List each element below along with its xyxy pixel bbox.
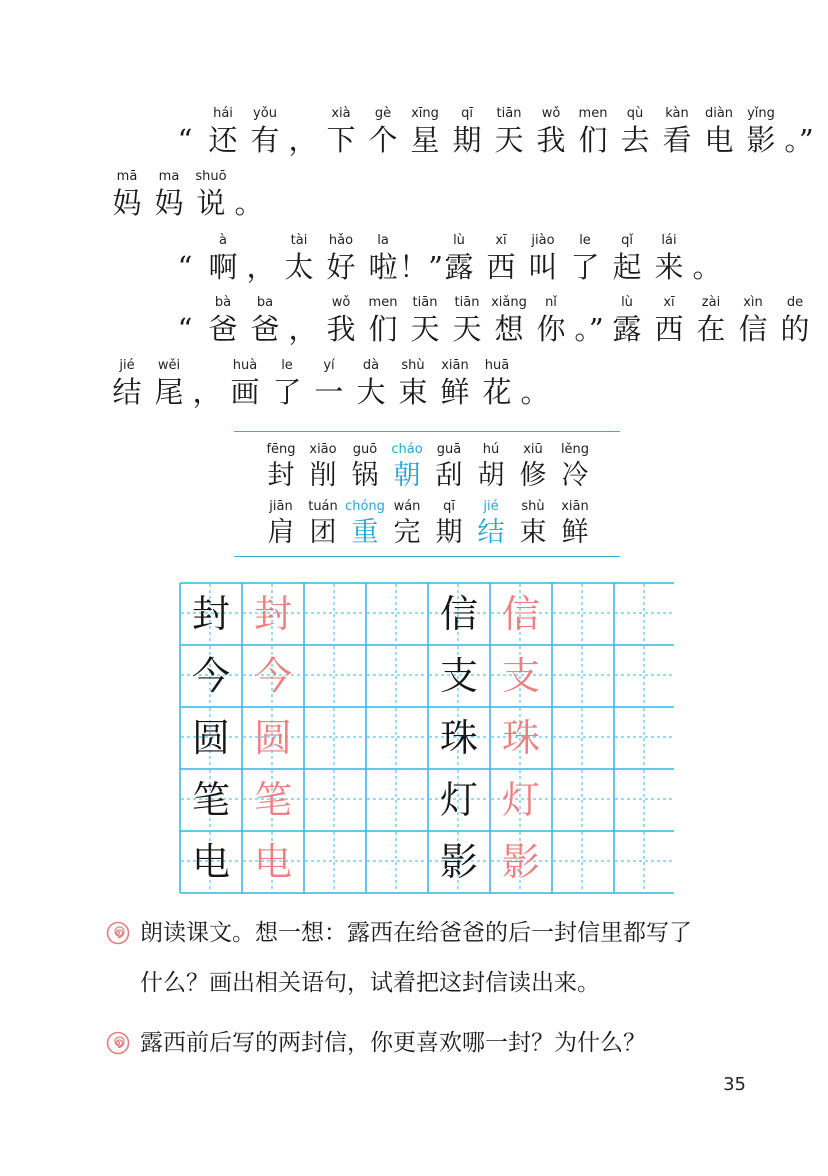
tracing-character-cell [490,583,552,645]
pinyin: lù [453,233,465,248]
tracing-character: 圆 [253,716,292,760]
hanzi-with-pinyin [656,105,698,158]
passage-line [168,105,816,158]
hanzi-with-pinyin [512,441,554,494]
hanzi: 的 [780,312,810,346]
hanzi: 胡 [477,460,505,491]
model-character-cell [180,645,242,707]
hanzi: ！” [399,250,443,284]
hanzi: 好 [326,250,356,284]
model-character: 影 [439,840,478,884]
pinyin: huā [484,358,510,373]
model-character-cell [428,769,490,831]
hanzi-with-pinyin [244,105,286,158]
hanzi-with-pinyin [350,357,392,410]
hanzi: 结 [477,517,505,548]
hanzi-with-pinyin [554,498,596,551]
pinyin: lù [621,295,633,310]
hanzi-with-pinyin [438,232,480,285]
tracing-character-cell [242,769,304,831]
hanzi: 束 [519,517,547,548]
hanzi: “ [177,250,193,284]
model-character-cell [428,707,490,769]
hanzi: ， [246,250,276,284]
model-character-cell [180,707,242,769]
hanzi-with-pinyin [690,294,732,347]
pinyin: hú [482,442,500,457]
vocab-row [260,441,596,494]
pinyin: wěi [157,358,181,373]
hanzi: “ [177,123,193,157]
hanzi: 锅 [351,460,379,491]
hanzi: 露 [444,250,474,284]
tracing-character: 封 [253,592,292,636]
hanzi-with-pinyin [488,105,530,158]
passage-line [168,294,816,347]
hanzi: 封 [267,460,295,491]
hanzi: 期 [435,517,463,548]
hanzi-with-pinyin [344,441,386,494]
hanzi: ， [192,375,222,409]
tracing-character: 信 [501,592,540,636]
hanzi-with-pinyin [606,232,648,285]
pinyin: nǐ [545,295,557,310]
hanzi: 去 [620,123,650,157]
pinyin: qù [626,106,644,121]
page-number: 35 [723,1074,746,1095]
hanzi-with-pinyin [698,105,740,158]
hanzi: 鲜 [561,517,589,548]
hanzi-with-pinyin [648,294,690,347]
hanzi-with-pinyin [614,105,656,158]
pinyin: tuán [308,499,338,514]
hanzi: 你 [536,312,566,346]
vocabulary-box [234,431,620,557]
model-character: 圆 [191,716,230,760]
hanzi: 。 [520,375,550,409]
hanzi-with-pinyin [446,105,488,158]
hanzi: 西 [486,250,516,284]
hanzi: 我 [536,123,566,157]
punctuation [690,232,724,285]
hanzi-with-pinyin [148,357,190,410]
punctuation [572,294,606,347]
hanzi: 影 [746,123,776,157]
pinyin: le [281,358,293,373]
spiral-circle-icon [106,1031,130,1055]
hanzi: 在 [696,312,726,346]
hanzi-with-pinyin [202,294,244,347]
punctuation [168,105,202,158]
tracing-character: 电 [253,840,292,884]
hanzi: 削 [309,460,337,491]
hanzi-with-pinyin [428,441,470,494]
question-text: 什么？画出相关语句，试着把这封信读出来。 [140,970,600,996]
model-character-cell [428,645,490,707]
pinyin: xiāo [309,442,337,457]
punctuation [286,105,320,158]
punctuation [190,357,224,410]
hanzi-with-pinyin [302,498,344,551]
tracing-character: 今 [253,654,292,698]
hanzi-with-pinyin [480,232,522,285]
pinyin: ba [256,295,274,310]
tracing-character: 笔 [253,778,292,822]
hanzi: 画 [230,375,260,409]
question-text: 露西前后写的两封信，你更喜欢哪一封？为什么？ [140,1030,646,1056]
pinyin: huà [232,358,258,373]
hanzi-with-pinyin [434,357,476,410]
pinyin: ma [158,169,180,184]
pinyin: mā [116,169,138,184]
hanzi: 尾 [154,375,184,409]
pinyin: xī [495,233,507,248]
hanzi-with-pinyin [278,232,320,285]
model-character-cell [180,831,242,893]
hanzi: 冷 [561,460,589,491]
hanzi-with-pinyin [244,294,286,347]
punctuation [286,294,320,347]
hanzi-with-pinyin [470,498,512,551]
hanzi: 了 [570,250,600,284]
hanzi-with-pinyin [606,294,648,347]
pinyin: fēng [266,442,296,457]
pinyin: tiān [454,295,480,310]
pinyin: men [368,295,398,310]
pinyin: le [579,233,591,248]
hanzi-with-pinyin [446,294,488,347]
hanzi-with-pinyin [564,232,606,285]
spiral-circle-icon [106,921,130,945]
hanzi: 天 [452,312,482,346]
hanzi-with-pinyin [732,294,774,347]
tracing-character-cell [490,769,552,831]
pinyin: wǒ [541,106,561,121]
pinyin: xiū [523,442,543,457]
tracing-character: 珠 [501,716,540,760]
hanzi: 电 [704,123,734,157]
hanzi: 还 [208,123,238,157]
hanzi-with-pinyin [404,294,446,347]
pinyin: dà [362,358,380,373]
hanzi: 修 [519,460,547,491]
hanzi: “ [177,312,193,346]
punctuation [232,168,266,221]
pinyin: xìn [743,295,763,310]
hanzi-with-pinyin [190,168,232,221]
hanzi-with-pinyin [344,498,386,551]
pinyin: kàn [665,106,689,121]
hanzi: 个 [368,123,398,157]
hanzi-with-pinyin [320,105,362,158]
hanzi-with-pinyin [774,294,816,347]
model-character: 封 [191,592,230,636]
hanzi: 妈 [112,186,142,220]
hanzi: 鲜 [440,375,470,409]
hanzi: 期 [452,123,482,157]
tracing-character-cell [490,707,552,769]
model-character: 今 [191,654,230,698]
pinyin: wán [393,499,421,514]
pinyin: jiào [531,233,555,248]
pinyin: wǒ [331,295,351,310]
pinyin: de [786,295,804,310]
pinyin: jié [119,358,135,373]
hanzi-with-pinyin [362,232,404,285]
pinyin: la [377,233,389,248]
tracing-character-cell [490,831,552,893]
pinyin: hái [213,106,233,121]
pinyin: yí [323,358,335,373]
hanzi: 。 [234,186,264,220]
pinyin: tiān [496,106,522,121]
hanzi: 我 [326,312,356,346]
hanzi-with-pinyin [320,294,362,347]
hanzi-with-pinyin [266,357,308,410]
punctuation [244,232,278,285]
tracing-character-cell [242,707,304,769]
hanzi: 想 [494,312,524,346]
model-character: 电 [191,840,230,884]
punctuation [168,294,202,347]
hanzi-with-pinyin [386,498,428,551]
hanzi-with-pinyin [302,441,344,494]
pinyin: lái [661,233,677,248]
hanzi-with-pinyin [470,441,512,494]
hanzi-with-pinyin [476,357,518,410]
hanzi: 天 [494,123,524,157]
hanzi-with-pinyin [202,232,244,285]
tracing-character: 影 [501,840,540,884]
pinyin: guā [436,442,462,457]
hanzi: 说 [196,186,226,220]
pinyin: qǐ [621,233,633,248]
hanzi: 看 [662,123,692,157]
punctuation [399,232,443,285]
pinyin: xiān [441,358,469,373]
hanzi: 天 [410,312,440,346]
pinyin: yǐng [747,106,775,121]
tracing-character-cell [242,645,304,707]
model-character-cell [180,583,242,645]
hanzi: 。” [574,312,604,346]
pinyin: qī [443,499,455,514]
passage-line [106,168,266,221]
pinyin: jiān [269,499,293,514]
hanzi-with-pinyin [530,294,572,347]
tracing-character: 灯 [501,778,540,822]
hanzi-with-pinyin [428,498,470,551]
hanzi: 们 [368,312,398,346]
model-character: 珠 [439,716,478,760]
punctuation [518,357,552,410]
pinyin: xiān [561,499,589,514]
model-character-cell [428,583,490,645]
hanzi-with-pinyin [522,232,564,285]
hanzi: 星 [410,123,440,157]
hanzi: 妈 [154,186,184,220]
pinyin: à [219,233,227,248]
hanzi: 完 [393,517,421,548]
hanzi-with-pinyin [148,168,190,221]
hanzi: 信 [738,312,768,346]
pinyin: xī [663,295,675,310]
pinyin: guō [352,442,378,457]
pinyin: xià [331,106,351,121]
model-character: 信 [439,592,478,636]
passage-line [168,232,724,285]
hanzi: 爸 [250,312,280,346]
pinyin: zài [701,295,721,310]
pinyin: cháo [391,442,423,457]
model-character: 笔 [191,778,230,822]
hanzi: ， [288,312,318,346]
pinyin: lěng [560,442,590,457]
hanzi-with-pinyin [488,294,530,347]
hanzi: ， [288,123,318,157]
hanzi: 大 [356,375,386,409]
pinyin: shuō [195,169,227,184]
hanzi-with-pinyin [260,498,302,551]
hanzi: 西 [654,312,684,346]
tracing-character-cell [242,583,304,645]
tracing-character-cell [490,645,552,707]
hanzi-with-pinyin [260,441,302,494]
hanzi: 下 [326,123,356,157]
hanzi: 重 [351,517,379,548]
hanzi: 来 [654,250,684,284]
hanzi-with-pinyin [320,232,362,285]
model-character: 支 [439,654,478,698]
pinyin: tiān [412,295,438,310]
hanzi: 刮 [435,460,463,491]
punctuation [168,232,202,285]
hanzi-with-pinyin [106,168,148,221]
pinyin: gè [374,106,392,121]
hanzi: 团 [309,517,337,548]
hanzi-with-pinyin [404,105,446,158]
hanzi-with-pinyin [512,498,554,551]
hanzi-with-pinyin [202,105,244,158]
pinyin: xiǎng [491,295,527,310]
hanzi-with-pinyin [740,105,782,158]
hanzi: 们 [578,123,608,157]
hanzi: 。” [784,123,814,157]
pinyin: chóng [345,499,385,514]
tracing-character-cell [242,831,304,893]
pinyin: shù [521,499,545,514]
pinyin: shù [401,358,425,373]
hanzi-with-pinyin [308,357,350,410]
pinyin: qī [461,106,473,121]
pinyin: bà [214,295,232,310]
model-character-cell [180,769,242,831]
hanzi: 束 [398,375,428,409]
hanzi: 一 [314,375,344,409]
hanzi-with-pinyin [554,441,596,494]
hanzi: 起 [612,250,642,284]
hanzi: 爸 [208,312,238,346]
hanzi: 朝 [393,460,421,491]
hanzi-with-pinyin [106,357,148,410]
hanzi-with-pinyin [530,105,572,158]
question-text: 朗读课文。想一想：露西在给爸爸的后一封信里都写了 [140,920,692,946]
hanzi-with-pinyin [362,105,404,158]
pinyin: tài [290,233,308,248]
hanzi: 肩 [267,517,295,548]
pinyin: xīng [411,106,439,121]
hanzi-with-pinyin [392,357,434,410]
pinyin: jié [483,499,499,514]
hanzi-with-pinyin [362,294,404,347]
pinyin: diàn [704,106,734,121]
passage-line [106,357,552,410]
hanzi: 啊 [208,250,238,284]
pinyin: hǎo [328,233,354,248]
model-character-cell [428,831,490,893]
hanzi: 露 [612,312,642,346]
tracing-character: 支 [501,654,540,698]
hanzi-with-pinyin [224,357,266,410]
vocab-row [260,498,596,551]
pinyin: yǒu [253,106,277,121]
hanzi: 叫 [528,250,558,284]
hanzi: 有 [250,123,280,157]
pinyin: men [578,106,608,121]
hanzi-with-pinyin [386,441,428,494]
hanzi: 了 [272,375,302,409]
hanzi: 。 [692,250,722,284]
hanzi: 结 [112,375,142,409]
hanzi: 啦 [368,250,398,284]
hanzi: 花 [482,375,512,409]
hanzi-with-pinyin [572,105,614,158]
hanzi: 太 [284,250,314,284]
hanzi-with-pinyin [648,232,690,285]
punctuation [782,105,816,158]
model-character: 灯 [439,778,478,822]
